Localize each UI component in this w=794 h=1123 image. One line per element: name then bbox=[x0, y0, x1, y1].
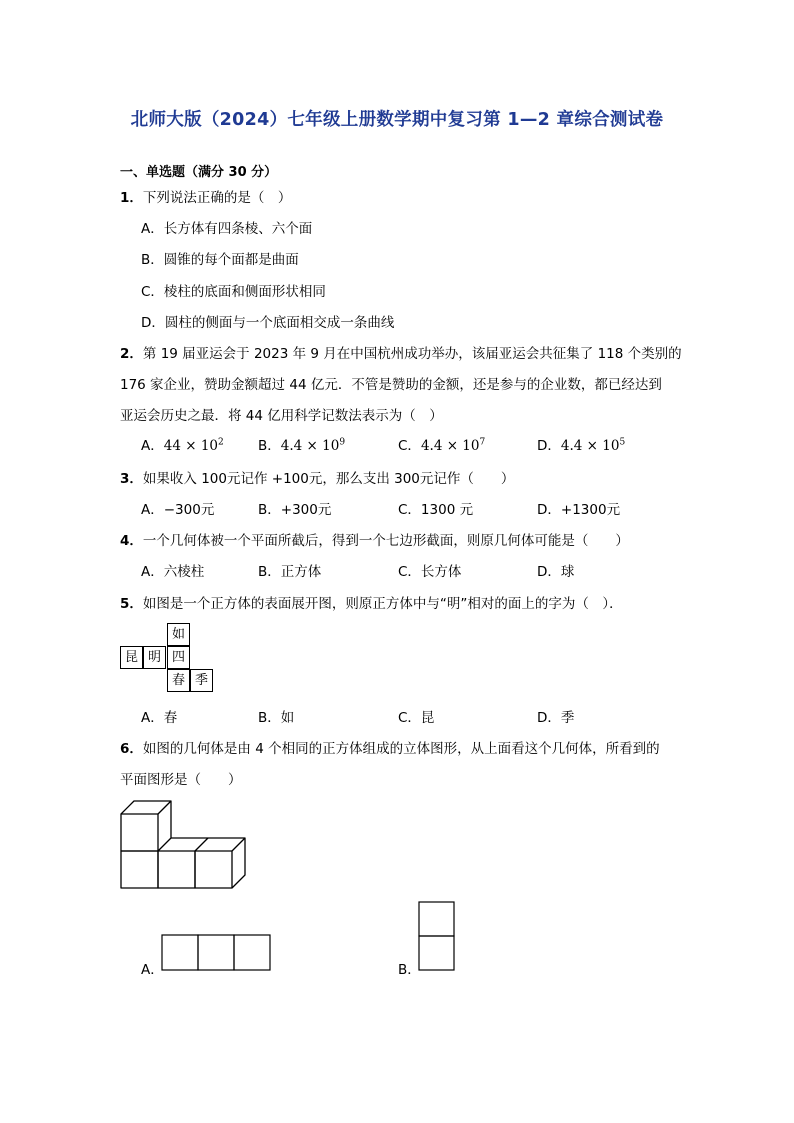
q3-option-d: D．+1300元 bbox=[537, 502, 621, 518]
net-cell-center: 四 bbox=[167, 646, 190, 669]
question-2-line-3: 亚运会历史之最．将 44 亿用科学记数法表示为（ ） bbox=[120, 408, 443, 424]
q1-option-d: D．圆柱的侧面与一个底面相交成一条曲线 bbox=[141, 315, 395, 331]
question-1 bbox=[120, 186, 291, 206]
q2-option-d bbox=[537, 434, 625, 454]
q1-option-a: A．长方体有四条棱、六个面 bbox=[141, 221, 313, 237]
cube-front-face bbox=[121, 851, 158, 888]
cube-front-face bbox=[158, 851, 195, 888]
cube-solid-figure bbox=[115, 795, 255, 895]
question-6 bbox=[120, 737, 660, 757]
option-label: A． bbox=[141, 438, 164, 454]
option-exponent: 9 bbox=[339, 437, 346, 448]
q3-option-a: A．−300元 bbox=[141, 502, 215, 518]
q5-option-c: C．昆 bbox=[398, 710, 435, 726]
question-2 bbox=[120, 342, 682, 362]
q4-option-c: C．长方体 bbox=[398, 564, 462, 580]
question-4 bbox=[120, 529, 629, 549]
option-expression: 4.4 × 10 bbox=[420, 438, 480, 454]
q2-option-b bbox=[258, 434, 345, 454]
question-number: 3． bbox=[120, 471, 143, 487]
q4-option-d: D．球 bbox=[537, 564, 575, 580]
q4-option-a: A．六棱柱 bbox=[141, 564, 205, 580]
question-2-line-2: 176 家企业，赞助金额超过 44 亿元．不管是赞助的金额，还是参与的企业数，都已经达到 bbox=[120, 377, 662, 393]
q6-option-b-label: B． bbox=[398, 962, 421, 978]
cube-front-face bbox=[121, 814, 158, 851]
option-label: C． bbox=[398, 438, 421, 454]
question-number: 5． bbox=[120, 596, 143, 612]
question-number: 1． bbox=[120, 190, 143, 206]
q5-option-b: B．如 bbox=[258, 710, 295, 726]
question-number: 2． bbox=[120, 346, 143, 362]
page-title: 北师大版（2024）七年级上册数学期中复习第 1—2 章综合测试卷 bbox=[130, 110, 664, 130]
q6-option-b-figure bbox=[418, 901, 456, 973]
q3-option-c: C．1300 元 bbox=[398, 502, 474, 518]
net-cell-left-2: 明 bbox=[143, 646, 166, 669]
q4-option-b: B．正方体 bbox=[258, 564, 322, 580]
question-stem: 如图是一个正方体的表面展开图，则原正方体中与“明”相对的面上的字为（ ）． bbox=[142, 596, 623, 612]
option-exponent: 2 bbox=[218, 437, 224, 448]
option-expression: 4.4 × 10 bbox=[560, 438, 620, 454]
question-number: 4． bbox=[120, 533, 143, 549]
q5-option-d: D．季 bbox=[537, 710, 575, 726]
option-label: D． bbox=[537, 438, 561, 454]
net-cell-right: 季 bbox=[190, 669, 213, 692]
question-5 bbox=[120, 592, 623, 612]
question-stem: 一个几何体被一个平面所截后，得到一个七边形截面，则原几何体可能是（ ） bbox=[142, 533, 629, 549]
q6-option-a-figure bbox=[161, 934, 273, 972]
q1-option-c: C．棱柱的底面和侧面形状相同 bbox=[141, 284, 326, 300]
question-6-line-2: 平面图形是（ ） bbox=[120, 772, 242, 788]
question-3 bbox=[120, 467, 514, 487]
question-number: 6． bbox=[120, 741, 143, 757]
q1-option-b: B．圆锥的每个面都是曲面 bbox=[141, 252, 299, 268]
cube-front-face bbox=[195, 851, 232, 888]
q2-option-a bbox=[141, 434, 224, 454]
question-stem-line-1: 如图的几何体是由 4 个相同的正方体组成的立体图形，从上面看这个几何体，所看到的 bbox=[142, 741, 660, 757]
net-cell-bottom: 春 bbox=[167, 669, 190, 692]
q2-option-c bbox=[398, 434, 485, 454]
net-cell-left-1: 昆 bbox=[120, 646, 143, 669]
question-stem: 下列说法正确的是（ ） bbox=[142, 190, 292, 206]
question-stem: 如果收入 100元记作 +100元，那么支出 300元记作（ ） bbox=[142, 471, 515, 487]
option-exponent: 5 bbox=[619, 437, 626, 448]
net-cell-top: 如 bbox=[167, 623, 190, 646]
q3-option-b: B．+300元 bbox=[258, 502, 332, 518]
option-label: B． bbox=[258, 438, 281, 454]
q6-option-a-label: A． bbox=[141, 962, 164, 978]
option-exponent: 7 bbox=[479, 437, 486, 448]
option-expression: 44 × 10 bbox=[163, 438, 219, 454]
option-expression: 4.4 × 10 bbox=[280, 438, 340, 454]
section-heading: 一、单选题（满分 30 分） bbox=[120, 165, 278, 180]
q5-option-a: A．春 bbox=[141, 710, 178, 726]
question-stem-line-1: 第 19 届亚运会于 2023 年 9 月在中国杭州成功举办，该届亚运会共征集了 118 个类别的 bbox=[142, 346, 682, 362]
